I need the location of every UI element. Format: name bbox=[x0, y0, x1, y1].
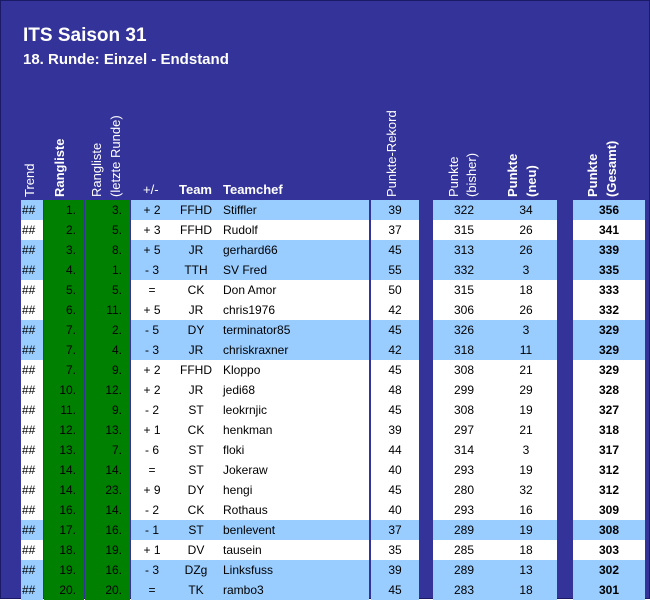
rank-cell: 17. bbox=[44, 520, 84, 540]
header-rangliste: Rangliste bbox=[52, 138, 67, 197]
table-row bbox=[1, 360, 650, 380]
table-row bbox=[1, 340, 650, 360]
change-cell: - 6 bbox=[144, 443, 159, 457]
trend-cell: ## bbox=[22, 303, 36, 317]
teamchef-cell: chris1976 bbox=[223, 303, 276, 317]
rank-cell: 1. bbox=[44, 200, 84, 220]
trend-cell: ## bbox=[22, 243, 36, 257]
record-cell: 45 bbox=[388, 403, 402, 417]
record-cell: 45 bbox=[388, 323, 402, 337]
header-trend: Trend bbox=[22, 163, 37, 197]
team-cell: ST bbox=[188, 523, 204, 537]
header-bisher-line1: Punkte bbox=[446, 156, 461, 197]
previous-rank-cell: 13. bbox=[85, 420, 130, 440]
record-cell: 37 bbox=[388, 523, 402, 537]
change-cell: = bbox=[148, 283, 156, 297]
change-cell: - 5 bbox=[144, 323, 159, 337]
change-cell: + 2 bbox=[143, 203, 161, 217]
team-cell: DZg bbox=[184, 563, 208, 577]
points-previous-cell: 314 bbox=[453, 443, 475, 457]
trend-cell: ## bbox=[22, 323, 36, 337]
table-row bbox=[1, 440, 650, 460]
record-cell: 40 bbox=[388, 503, 402, 517]
points-new-cell: 19 bbox=[519, 463, 533, 477]
rank-cell: 13. bbox=[44, 440, 84, 460]
points-previous-cell: 315 bbox=[453, 223, 475, 237]
teamchef-cell: terminator85 bbox=[223, 323, 291, 337]
trend-cell: ## bbox=[22, 503, 36, 517]
previous-rank-cell: 14. bbox=[85, 460, 130, 480]
record-cell: 39 bbox=[388, 203, 402, 217]
trend-cell: ## bbox=[22, 443, 36, 457]
points-new-cell: 13 bbox=[519, 563, 533, 577]
points-total-cell: 328 bbox=[598, 383, 620, 397]
points-previous-cell: 326 bbox=[453, 323, 475, 337]
points-total-cell: 312 bbox=[598, 463, 620, 477]
rank-cell: 16. bbox=[44, 500, 84, 520]
table-row bbox=[1, 380, 650, 400]
header-teamchef: Teamchef bbox=[223, 182, 283, 197]
previous-rank-cell: 20. bbox=[85, 580, 130, 600]
rank-cell: 14. bbox=[44, 480, 84, 500]
page-subtitle: 18. Runde: Einzel - Endstand bbox=[23, 51, 229, 68]
teamchef-cell: floki bbox=[223, 443, 245, 457]
teamchef-cell: Kloppo bbox=[223, 363, 261, 377]
previous-rank-cell: 4. bbox=[85, 340, 130, 360]
points-new-cell: 3 bbox=[522, 323, 530, 337]
points-total-cell: 312 bbox=[598, 483, 620, 497]
rank-cell: 19. bbox=[44, 560, 84, 580]
trend-cell: ## bbox=[22, 463, 36, 477]
change-cell: - 2 bbox=[144, 403, 159, 417]
trend-cell: ## bbox=[22, 223, 36, 237]
teamchef-cell: Jokeraw bbox=[223, 463, 268, 477]
team-cell: FFHD bbox=[180, 203, 212, 217]
trend-cell: ## bbox=[22, 283, 36, 297]
points-total-cell: 318 bbox=[598, 423, 620, 437]
points-previous-cell: 299 bbox=[453, 383, 475, 397]
trend-cell: ## bbox=[22, 363, 36, 377]
trend-cell: ## bbox=[22, 543, 36, 557]
team-cell: CK bbox=[187, 503, 205, 517]
change-cell: + 2 bbox=[143, 383, 161, 397]
table-row bbox=[1, 320, 650, 340]
points-previous-cell: 285 bbox=[453, 543, 475, 557]
team-cell: DV bbox=[187, 543, 205, 557]
points-previous-cell: 332 bbox=[453, 263, 475, 277]
points-previous-cell: 306 bbox=[453, 303, 475, 317]
previous-rank-cell: 3. bbox=[85, 200, 130, 220]
points-previous-cell: 289 bbox=[453, 523, 475, 537]
table-row bbox=[1, 300, 650, 320]
teamchef-cell: tausein bbox=[223, 543, 262, 557]
header-team: Team bbox=[179, 182, 212, 197]
rank-cell: 10. bbox=[44, 380, 84, 400]
previous-rank-cell: 9. bbox=[85, 400, 130, 420]
team-cell: DY bbox=[187, 483, 205, 497]
previous-rank-cell: 5. bbox=[85, 220, 130, 240]
points-new-cell: 21 bbox=[519, 423, 533, 437]
table-row bbox=[1, 260, 650, 280]
rank-cell: 7. bbox=[44, 340, 84, 360]
teamchef-cell: chriskraxner bbox=[223, 343, 289, 357]
table-row bbox=[1, 200, 650, 220]
page-title: ITS Saison 31 bbox=[23, 25, 147, 46]
points-previous-cell: 308 bbox=[453, 363, 475, 377]
change-cell: = bbox=[148, 463, 156, 477]
record-cell: 39 bbox=[388, 563, 402, 577]
previous-rank-cell: 7. bbox=[85, 440, 130, 460]
record-cell: 44 bbox=[388, 443, 402, 457]
trend-cell: ## bbox=[22, 383, 36, 397]
teamchef-cell: hengi bbox=[223, 483, 253, 497]
points-new-cell: 16 bbox=[519, 503, 533, 517]
previous-rank-cell: 9. bbox=[85, 360, 130, 380]
rank-cell: 2. bbox=[44, 220, 84, 240]
points-previous-cell: 289 bbox=[453, 563, 475, 577]
points-previous-cell: 293 bbox=[453, 503, 475, 517]
points-previous-cell: 308 bbox=[453, 403, 475, 417]
rank-cell: 20. bbox=[44, 580, 84, 600]
points-new-cell: 19 bbox=[519, 523, 533, 537]
teamchef-cell: Rothaus bbox=[223, 503, 268, 517]
teamchef-cell: SV Fred bbox=[223, 263, 268, 277]
points-total-cell: 309 bbox=[598, 503, 620, 517]
previous-rank-cell: 8. bbox=[85, 240, 130, 260]
record-cell: 40 bbox=[388, 463, 402, 477]
team-cell: TTH bbox=[184, 263, 208, 277]
points-new-cell: 19 bbox=[519, 403, 533, 417]
previous-rank-cell: 19. bbox=[85, 540, 130, 560]
table-row bbox=[1, 280, 650, 300]
rank-cell: 4. bbox=[44, 260, 84, 280]
header-gesamt-line2: (Gesamt) bbox=[604, 140, 619, 197]
rank-cell: 7. bbox=[44, 360, 84, 380]
record-cell: 42 bbox=[388, 303, 402, 317]
rank-cell: 7. bbox=[44, 320, 84, 340]
points-total-cell: 327 bbox=[598, 403, 620, 417]
points-total-cell: 329 bbox=[598, 343, 620, 357]
record-cell: 42 bbox=[388, 343, 402, 357]
header-neu-line2: (neu) bbox=[524, 165, 539, 197]
change-cell: + 3 bbox=[143, 223, 161, 237]
record-cell: 35 bbox=[388, 543, 402, 557]
trend-cell: ## bbox=[22, 423, 36, 437]
team-cell: JR bbox=[188, 383, 204, 397]
teamchef-cell: gerhard66 bbox=[223, 243, 278, 257]
teamchef-cell: rambo3 bbox=[223, 583, 264, 597]
table-row bbox=[1, 520, 650, 540]
table-row bbox=[1, 480, 650, 500]
header-neu-line1: Punkte bbox=[505, 153, 520, 197]
team-cell: FFHD bbox=[180, 223, 212, 237]
record-cell: 55 bbox=[388, 263, 402, 277]
points-new-cell: 18 bbox=[519, 543, 533, 557]
record-cell: 45 bbox=[388, 243, 402, 257]
record-cell: 45 bbox=[388, 363, 402, 377]
points-new-cell: 21 bbox=[519, 363, 533, 377]
table-row bbox=[1, 240, 650, 260]
points-total-cell: 333 bbox=[598, 283, 620, 297]
previous-rank-cell: 2. bbox=[85, 320, 130, 340]
teamchef-cell: Stiffler bbox=[223, 203, 257, 217]
previous-rank-cell: 16. bbox=[85, 520, 130, 540]
record-cell: 39 bbox=[388, 423, 402, 437]
record-cell: 50 bbox=[388, 283, 402, 297]
team-cell: JR bbox=[188, 243, 204, 257]
team-cell: ST bbox=[188, 443, 204, 457]
points-new-cell: 3 bbox=[522, 263, 530, 277]
points-total-cell: 317 bbox=[598, 443, 620, 457]
points-previous-cell: 297 bbox=[453, 423, 475, 437]
points-new-cell: 26 bbox=[519, 303, 533, 317]
points-new-cell: 11 bbox=[519, 343, 533, 357]
change-cell: + 2 bbox=[143, 363, 161, 377]
change-cell: = bbox=[148, 583, 156, 597]
trend-cell: ## bbox=[22, 583, 36, 597]
header-plusminus: +/- bbox=[143, 182, 159, 197]
points-new-cell: 18 bbox=[519, 583, 533, 597]
points-total-cell: 329 bbox=[598, 323, 620, 337]
points-total-cell: 303 bbox=[598, 543, 620, 557]
previous-rank-cell: 5. bbox=[85, 280, 130, 300]
points-total-cell: 339 bbox=[598, 243, 620, 257]
previous-rank-cell: 14. bbox=[85, 500, 130, 520]
header-rangliste-prev-line1: Rangliste bbox=[89, 142, 104, 197]
points-total-cell: 332 bbox=[598, 303, 620, 317]
table-row bbox=[1, 540, 650, 560]
points-new-cell: 29 bbox=[519, 383, 533, 397]
points-previous-cell: 280 bbox=[453, 483, 475, 497]
points-previous-cell: 313 bbox=[453, 243, 475, 257]
trend-cell: ## bbox=[22, 563, 36, 577]
table-row bbox=[1, 420, 650, 440]
points-total-cell: 302 bbox=[598, 563, 620, 577]
header-rekord: Punkte-Rekord bbox=[384, 110, 399, 197]
points-previous-cell: 283 bbox=[453, 583, 475, 597]
points-total-cell: 301 bbox=[598, 583, 620, 597]
change-cell: + 9 bbox=[143, 483, 161, 497]
points-total-cell: 329 bbox=[598, 363, 620, 377]
points-total-cell: 308 bbox=[598, 523, 620, 537]
points-previous-cell: 322 bbox=[453, 203, 475, 217]
rank-cell: 18. bbox=[44, 540, 84, 560]
points-total-cell: 356 bbox=[598, 203, 620, 217]
change-cell: - 3 bbox=[144, 563, 159, 577]
table-row bbox=[1, 500, 650, 520]
record-cell: 45 bbox=[388, 583, 402, 597]
teamchef-cell: benlevent bbox=[223, 523, 276, 537]
points-new-cell: 32 bbox=[519, 483, 533, 497]
team-cell: CK bbox=[187, 283, 205, 297]
points-total-cell: 335 bbox=[598, 263, 620, 277]
teamchef-cell: jedi68 bbox=[223, 383, 256, 397]
record-cell: 37 bbox=[388, 223, 402, 237]
teamchef-cell: leokrnjic bbox=[223, 403, 268, 417]
points-new-cell: 26 bbox=[519, 223, 533, 237]
change-cell: + 5 bbox=[143, 243, 161, 257]
points-previous-cell: 293 bbox=[453, 463, 475, 477]
team-cell: CK bbox=[187, 423, 205, 437]
points-new-cell: 18 bbox=[519, 283, 533, 297]
rank-cell: 6. bbox=[44, 300, 84, 320]
previous-rank-cell: 12. bbox=[85, 380, 130, 400]
points-new-cell: 26 bbox=[519, 243, 533, 257]
change-cell: - 2 bbox=[144, 503, 159, 517]
trend-cell: ## bbox=[22, 263, 36, 277]
teamchef-cell: Don Amor bbox=[223, 283, 277, 297]
rank-cell: 11. bbox=[44, 400, 84, 420]
team-cell: TK bbox=[188, 583, 204, 597]
table-row bbox=[1, 400, 650, 420]
change-cell: - 1 bbox=[144, 523, 159, 537]
trend-cell: ## bbox=[22, 403, 36, 417]
rank-cell: 5. bbox=[44, 280, 84, 300]
header-gesamt-line1: Punkte bbox=[585, 153, 600, 197]
previous-rank-cell: 1. bbox=[85, 260, 130, 280]
previous-rank-cell: 16. bbox=[85, 560, 130, 580]
teamchef-cell: Rudolf bbox=[223, 223, 258, 237]
team-cell: JR bbox=[188, 343, 204, 357]
team-cell: ST bbox=[188, 403, 204, 417]
points-new-cell: 34 bbox=[519, 203, 533, 217]
points-previous-cell: 315 bbox=[453, 283, 475, 297]
rank-cell: 3. bbox=[44, 240, 84, 260]
record-cell: 45 bbox=[388, 483, 402, 497]
table-row bbox=[1, 220, 650, 240]
trend-cell: ## bbox=[22, 203, 36, 217]
trend-cell: ## bbox=[22, 483, 36, 497]
team-cell: DY bbox=[187, 323, 205, 337]
points-total-cell: 341 bbox=[598, 223, 620, 237]
previous-rank-cell: 11. bbox=[85, 300, 130, 320]
team-cell: JR bbox=[188, 303, 204, 317]
change-cell: + 5 bbox=[143, 303, 161, 317]
change-cell: + 1 bbox=[143, 543, 161, 557]
teamchef-cell: Linksfuss bbox=[223, 563, 274, 577]
trend-cell: ## bbox=[22, 523, 36, 537]
rank-cell: 14. bbox=[44, 460, 84, 480]
change-cell: + 1 bbox=[143, 423, 161, 437]
record-cell: 48 bbox=[388, 383, 402, 397]
change-cell: - 3 bbox=[144, 343, 159, 357]
points-new-cell: 3 bbox=[522, 443, 530, 457]
table-row bbox=[1, 560, 650, 580]
previous-rank-cell: 23. bbox=[85, 480, 130, 500]
table-row bbox=[1, 460, 650, 480]
teamchef-cell: henkman bbox=[223, 423, 273, 437]
team-cell: FFHD bbox=[180, 363, 212, 377]
team-cell: ST bbox=[188, 463, 204, 477]
change-cell: - 3 bbox=[144, 263, 159, 277]
table-row bbox=[1, 580, 650, 600]
points-previous-cell: 318 bbox=[453, 343, 475, 357]
trend-cell: ## bbox=[22, 343, 36, 357]
header-rangliste-prev-line2: (letzte Runde) bbox=[108, 115, 123, 197]
header-bisher-line2: (bisher) bbox=[464, 152, 479, 197]
rank-cell: 12. bbox=[44, 420, 84, 440]
